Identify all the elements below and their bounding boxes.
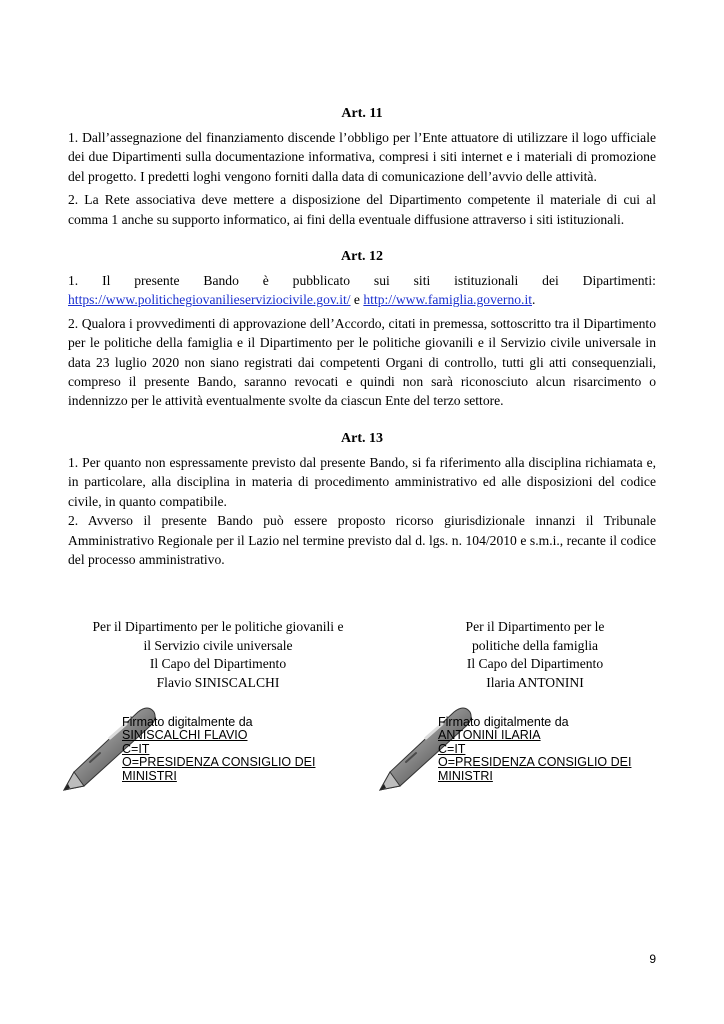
stamp-text-left	[122, 716, 362, 783]
link-famiglia[interactable]: http://www.famiglia.governo.it	[363, 292, 533, 308]
word: sui	[373, 273, 390, 289]
stamp-right-line-5: MINISTRI	[438, 768, 493, 783]
stamp-right-line-3: C=IT	[438, 741, 466, 756]
stamp-left-line-1: Firmato digitalmente da	[122, 715, 253, 729]
article-12-paragraph-1-line	[68, 271, 656, 290]
article-11	[68, 104, 656, 229]
signer-right-line-3: Il Capo del Dipartimento	[466, 656, 604, 672]
stamp-left-line-3: C=IT	[122, 741, 150, 756]
word: siti	[413, 273, 431, 289]
word: pubblicato	[292, 273, 351, 289]
word: 1.	[68, 273, 79, 289]
article-12-title: Art. 12	[341, 249, 383, 265]
word: Il	[102, 273, 111, 289]
stamp-right-line-1: Firmato digitalmente da	[438, 715, 569, 729]
article-11-paragraph-1: 1. Dall’assegnazione del finanziamento discende l’obbligo per l’Ente attuatore di utilizzare il logo ufficiale dei due Dipartimenti sulla documentazione informativa, compresi i siti internet e i materiali di promozione del progetto. I predetti loghi vengono forniti dalla data di comunicazione dell’avvio delle attività.	[68, 130, 656, 184]
signer-left-line-3: Il Capo del Dipartimento	[149, 656, 287, 672]
signer-right-line-2: politiche della famiglia	[471, 637, 599, 653]
word: Bando	[203, 273, 239, 289]
article-13-paragraph-2: 2. Avverso il presente Bando può essere proposto ricorso giurisdizionale innanzi il Tribunale Amministrativo Regionale per il Lazio nel termine previsto dal d. lgs. n. 104/2010 e s.m.i., recante il codice del processo amministrativo.	[68, 513, 656, 567]
signer-left-line-2: il Servizio civile universale	[143, 637, 293, 653]
article-12-links-line	[68, 290, 656, 309]
word: Dipartimenti:	[582, 273, 656, 289]
signer-left-line-1: Per il Dipartimento per le politiche giovanili e	[92, 619, 344, 634]
stamp-left-line-5: MINISTRI	[122, 768, 177, 783]
word: presente	[134, 273, 180, 289]
word: dei	[542, 273, 559, 289]
article-13	[68, 429, 656, 569]
signer-right-name: Ilaria ANTONINI	[486, 674, 584, 690]
stamp-text-right	[438, 716, 678, 783]
article-12-paragraph-2: 2. Qualora i provvedimenti di approvazione dell’Accordo, citati in premessa, sottoscritto tra il Dipartimento per le politiche della famiglia e il Dipartimento per le politiche giovanili e il Servizio civile universale in data 23 luglio 2020 non siano registrati dai competenti Organi di controllo, tutti gli atti consequenziali, compreso il presente Bando, saranno revocati e quindi non sarà riconosciuto alcun risarcimento o indennizzo per le attività eventualmente svolte da ciascun Ente del terzo settore.	[68, 315, 656, 409]
link-separator: e	[350, 292, 364, 308]
article-11-paragraph-2: 2. La Rete associativa deve mettere a disposizione del Dipartimento competente il materiale di cui al comma 1 anche su supporto informatico, ai fini della eventuale diffusione attraverso i siti istituzionali.	[68, 192, 656, 227]
page-number: 9	[649, 952, 656, 966]
word: istituzionali	[454, 273, 519, 289]
link-politiche-giovanili[interactable]: https://www.politichegiovanilieserviziocivile.gov.it/	[68, 292, 351, 308]
link-end: .	[532, 292, 536, 308]
signer-left-name: Flavio SINISCALCHI	[156, 674, 280, 690]
stamp-right-line-4: O=PRESIDENZA CONSIGLIO DEI	[438, 755, 632, 770]
article-12	[68, 247, 656, 411]
article-13-title: Art. 13	[341, 430, 383, 446]
stamp-left-line-4: O=PRESIDENZA CONSIGLIO DEI	[122, 755, 316, 770]
stamp-left-line-2: SINISCALCHI FLAVIO	[122, 728, 248, 743]
signer-right-line-1: Per il Dipartimento per le	[465, 619, 605, 634]
stamp-right-line-2: ANTONINI ILARIA	[438, 728, 541, 743]
article-11-title: Art. 11	[341, 106, 383, 121]
signer-right	[410, 618, 660, 692]
document-body	[68, 104, 656, 573]
article-13-paragraph-1: 1. Per quanto non espressamente previsto dal presente Bando, si fa riferimento alla disciplina richiamata e, in particolare, alla disciplina in materia di procedimento amministrativo ed alle disposizioni del codice civile, in quanto compatibile.	[68, 454, 656, 509]
signer-left	[68, 618, 368, 692]
signatures-block	[68, 618, 656, 788]
word: è	[262, 273, 269, 289]
